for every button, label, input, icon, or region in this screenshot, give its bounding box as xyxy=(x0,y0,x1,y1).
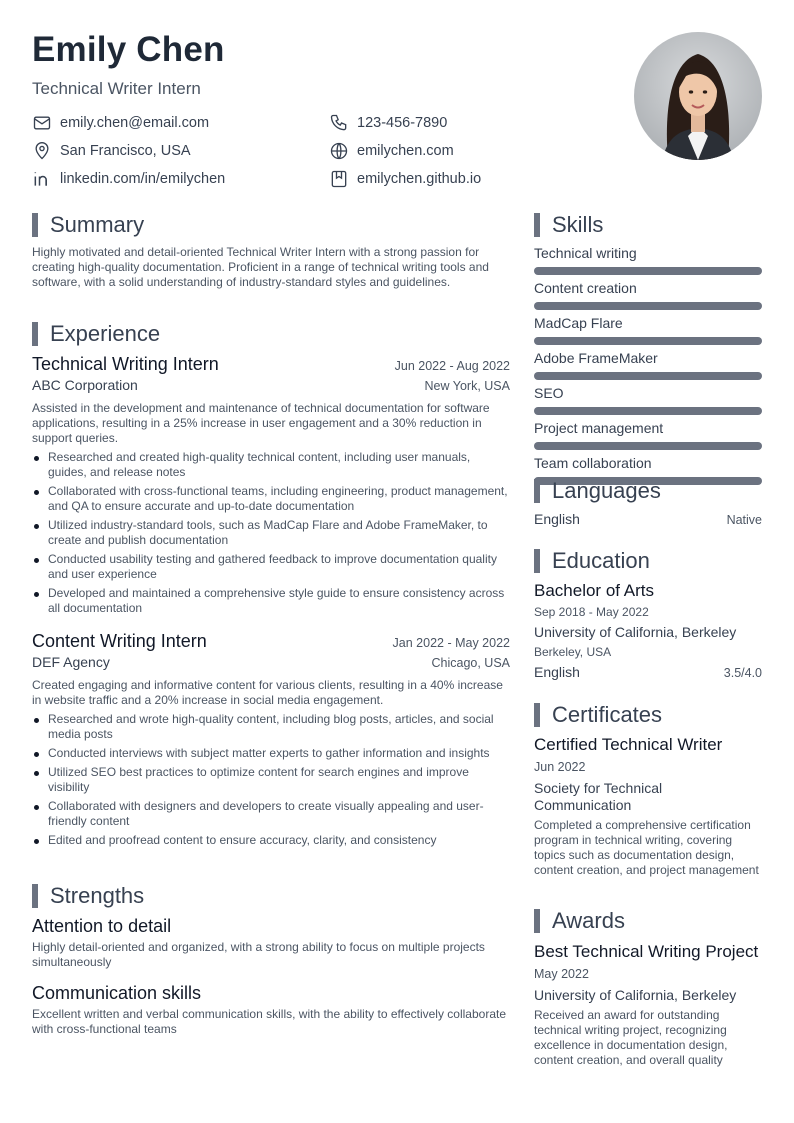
bullet-dot xyxy=(34,592,39,597)
list-item xyxy=(32,450,510,480)
award-date: May 2022 xyxy=(534,967,589,981)
list-item xyxy=(32,484,510,514)
heading-accent-bar xyxy=(534,549,540,573)
skills-list xyxy=(534,245,762,490)
gpa: 3.5/4.0 xyxy=(723,666,762,680)
skill-item xyxy=(534,385,762,415)
list-item xyxy=(32,746,510,761)
strength-title: Communication skills xyxy=(32,983,202,1003)
contact-linkedin-text: linkedin.com/in/emilychen xyxy=(60,171,226,187)
contact-linkedin[interactable] xyxy=(32,169,225,189)
skill-name: MadCap Flare xyxy=(534,315,623,331)
location-pin-icon xyxy=(32,141,52,161)
bookmark-icon xyxy=(329,169,349,189)
strengths-heading xyxy=(32,884,144,908)
education-heading-text: Education xyxy=(552,548,650,573)
skill-name: Team collaboration xyxy=(534,455,652,471)
strength-text: Highly detail-oriented and organized, with a strong ability to focus on multiple projects simultaneously xyxy=(32,940,485,969)
job-bullets xyxy=(32,450,510,616)
certificates-heading-text: Certificates xyxy=(552,702,663,727)
skill-item xyxy=(534,315,762,345)
skill-item xyxy=(534,245,762,275)
skills-heading xyxy=(534,213,603,237)
certificate-issuer: Society for Technical Communication xyxy=(534,780,663,813)
experience-heading-text: Experience xyxy=(50,321,161,346)
bullet-text: Developed and maintained a comprehensive style guide to ensure consistency across all documentation xyxy=(48,586,505,615)
education-location: Berkeley, USA xyxy=(534,645,612,659)
job-title: Technical Writing Intern xyxy=(32,354,219,374)
phone-icon xyxy=(329,113,349,133)
contact-website-text: emilychen.com xyxy=(357,143,454,159)
contact-website[interactable] xyxy=(329,141,454,161)
skill-level-bar xyxy=(534,267,762,275)
strengths-heading-text: Strengths xyxy=(50,883,145,908)
skill-name: SEO xyxy=(534,385,564,401)
contact-github-text: emilychen.github.io xyxy=(357,171,482,187)
skill-name: Technical writing xyxy=(534,245,637,261)
contact-github[interactable] xyxy=(329,169,481,189)
language-name: English xyxy=(534,511,580,527)
bullet-dot xyxy=(34,771,39,776)
linkedin-icon xyxy=(32,169,52,189)
heading-accent-bar xyxy=(534,213,540,237)
job-bullets xyxy=(32,712,510,848)
candidate-role: Technical Writer Intern xyxy=(32,79,201,98)
list-item xyxy=(32,833,510,848)
awards-heading-text: Awards xyxy=(552,908,625,933)
list-item xyxy=(32,586,510,616)
skill-name: Content creation xyxy=(534,280,637,296)
skill-name: Adobe FrameMaker xyxy=(534,350,658,366)
job-title: Content Writing Intern xyxy=(32,631,207,651)
list-item xyxy=(32,765,510,795)
bullet-text: Conducted usability testing and gathered feedback to improve documentation quality and user experience xyxy=(48,552,497,581)
bullet-dot xyxy=(34,805,39,810)
globe-icon xyxy=(329,141,349,161)
skill-item xyxy=(534,350,762,380)
job-company: ABC Corporation xyxy=(32,377,138,393)
heading-accent-bar xyxy=(32,884,38,908)
certificate-text: Completed a comprehensive certification program in technical writing, covering topics such as documentation design, content creation, and project management xyxy=(534,818,759,877)
strength-title: Attention to detail xyxy=(32,916,172,936)
education-field: English xyxy=(534,664,580,680)
strength-item xyxy=(32,983,510,1037)
bullet-text: Utilized SEO best practices to optimize content for search engines and improve visibility xyxy=(48,765,469,794)
bullet-text: Conducted interviews with subject matter experts to gather information and insights xyxy=(48,746,490,760)
education-heading xyxy=(534,549,650,573)
bullet-dot xyxy=(34,490,39,495)
languages-heading-text: Languages xyxy=(552,478,661,503)
job-summary: Assisted in the development and maintenance of technical documentation for software applications, resulting in a 25% increase in user engagement and a 30% reduction in support queries. xyxy=(32,401,490,445)
job-summary: Created engaging and informative content for various clients, resulting in a 40% increase in website traffic and a 20% increase in social media engagement. xyxy=(32,678,503,707)
heading-accent-bar xyxy=(32,322,38,346)
list-item xyxy=(32,799,510,829)
award-issuer: University of California, Berkeley xyxy=(534,987,737,1003)
education-dates: Sep 2018 - May 2022 xyxy=(534,605,649,619)
list-item xyxy=(32,712,510,742)
list-item xyxy=(32,518,510,548)
candidate-name: Emily Chen xyxy=(32,30,225,69)
degree: Bachelor of Arts xyxy=(534,581,655,600)
bullet-dot xyxy=(34,752,39,757)
bullet-text: Collaborated with designers and developers to create visually appealing and user-friendly content xyxy=(48,799,484,828)
awards-heading xyxy=(534,909,625,933)
skill-level-bar xyxy=(534,302,762,310)
summary-heading-text: Summary xyxy=(50,212,145,237)
bullet-text: Utilized industry-standard tools, such as MadCap Flare and Adobe FrameMaker, to create and publish documentation xyxy=(48,518,488,547)
language-item xyxy=(534,511,762,527)
bullet-text: Edited and proofread content to ensure accuracy, clarity, and consistency xyxy=(48,833,437,847)
bullet-text: Researched and wrote high-quality content, including blog posts, articles, and social media posts xyxy=(48,712,494,741)
contact-phone-text: 123-456-7890 xyxy=(357,115,448,131)
bullet-dot xyxy=(34,839,39,844)
heading-accent-bar xyxy=(32,213,38,237)
skill-item xyxy=(534,280,762,310)
bullet-text: Researched and created high-quality technical content, including user manuals, guides, and release notes xyxy=(48,450,471,479)
languages-heading xyxy=(534,479,661,503)
certificates-heading xyxy=(534,703,662,727)
contact-phone[interactable] xyxy=(329,113,447,133)
experience-heading xyxy=(32,322,160,346)
avatar xyxy=(634,32,762,160)
bullet-dot xyxy=(34,524,39,529)
experience-item xyxy=(32,354,510,620)
education-item xyxy=(534,581,762,680)
list-item xyxy=(32,552,510,582)
job-dates: Jan 2022 - May 2022 xyxy=(392,636,510,650)
skill-level-bar xyxy=(534,407,762,415)
bullet-dot xyxy=(34,456,39,461)
award-text: Received an award for outstanding technical writing project, recognizing excellence in documentation design, content creation, and overall quality xyxy=(534,1008,728,1067)
contact-email[interactable] xyxy=(32,113,209,133)
skill-name: Project management xyxy=(534,420,664,436)
skill-level-bar xyxy=(534,337,762,345)
summary-text: Highly motivated and detail-oriented Technical Writer Intern with a strong passion for creating high-quality documentation. Proficient in a range of technical writing tools and software, with a solid understanding of industry-standard styles and guidelines. xyxy=(32,245,489,289)
award-title: Best Technical Writing Project xyxy=(534,942,759,961)
contact-location xyxy=(32,141,191,161)
job-location: New York, USA xyxy=(424,379,510,393)
summary-heading xyxy=(32,213,144,237)
bullet-dot xyxy=(34,718,39,723)
experience-item xyxy=(32,631,510,852)
skill-level-bar xyxy=(534,442,762,450)
certificate-item xyxy=(534,735,762,878)
contact-location-text: San Francisco, USA xyxy=(60,143,191,159)
strength-item xyxy=(32,916,510,970)
skill-level-bar xyxy=(534,372,762,380)
job-company: DEF Agency xyxy=(32,654,110,670)
job-location: Chicago, USA xyxy=(431,656,510,670)
skills-heading-text: Skills xyxy=(552,212,604,237)
school: University of California, Berkeley xyxy=(534,624,737,640)
heading-accent-bar xyxy=(534,909,540,933)
language-level: Native xyxy=(726,513,762,527)
strength-text: Excellent written and verbal communication skills, with the ability to effectively collaborate with cross-functional teams xyxy=(32,1007,506,1036)
contact-email-text: emily.chen@email.com xyxy=(60,115,210,131)
skill-item xyxy=(534,420,762,450)
bullet-dot xyxy=(34,558,39,563)
certificate-title: Certified Technical Writer xyxy=(534,735,723,754)
award-item xyxy=(534,941,762,1068)
job-dates: Jun 2022 - Aug 2022 xyxy=(394,359,510,373)
mail-icon xyxy=(32,113,52,133)
heading-accent-bar xyxy=(534,703,540,727)
heading-accent-bar xyxy=(534,479,540,503)
certificate-date: Jun 2022 xyxy=(534,760,586,774)
bullet-text: Collaborated with cross-functional teams, including engineering, product management, and QA to ensure accurate and up-to-date documentation xyxy=(48,484,508,513)
